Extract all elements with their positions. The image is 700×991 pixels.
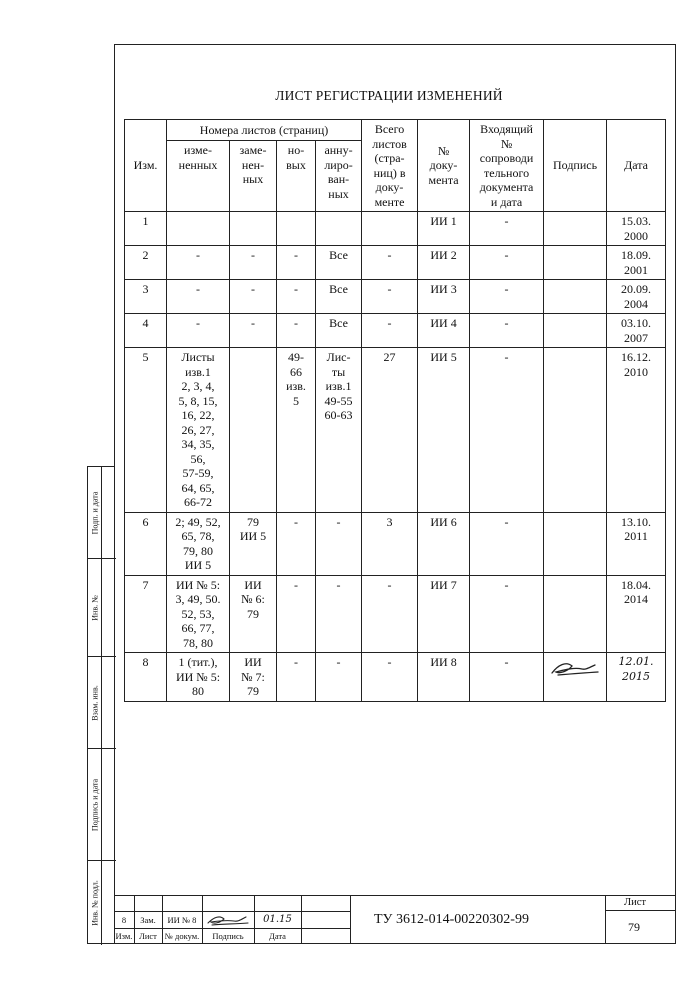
side-cell-podp-date bbox=[88, 467, 102, 559]
header-signature: Подпись bbox=[544, 120, 607, 212]
header-date: Дата bbox=[607, 120, 666, 212]
side-cell-vzam-inv bbox=[88, 657, 102, 749]
stamp-date-value: 01.15 bbox=[263, 914, 292, 925]
header-incoming: Входящий № сопроводи тельного документа и дата bbox=[470, 120, 544, 212]
side-label-podp-date: Подп. и дата bbox=[90, 491, 99, 534]
sheet-number: 79 bbox=[628, 920, 640, 934]
stamp-izm-label: Изм. bbox=[115, 931, 133, 941]
side-stamp bbox=[87, 466, 115, 944]
side-cell-inv-no bbox=[88, 559, 102, 657]
header-replaced: заме- нен- ных bbox=[230, 141, 277, 212]
table-row: 8 1 (тит.), ИИ № 5: 80 ИИ № 7: 79 - - - ИИ 8 - 12.01. 2015 bbox=[125, 653, 666, 702]
stamp-date-label: Дата bbox=[269, 931, 286, 941]
table-row: 2 - - - Все - ИИ 2 - 18.09. 2001 bbox=[125, 246, 666, 280]
side-cell-podpis-data bbox=[88, 749, 102, 861]
sheet-label: Лист bbox=[624, 897, 646, 908]
header-izm: Изм. bbox=[125, 120, 167, 212]
table-row: 5 Листы изв.1 2, 3, 4, 5, 8, 15, 16, 22, 26, 27, 34, 35, 56, 57-59, 64, 65, 66-72 49- 66 изв. 5 Лис- ты изв.1 49-55 60-63 27 ИИ 5 - 16.12. 2010 bbox=[125, 348, 666, 513]
header-changed: изме- ненных bbox=[167, 141, 230, 212]
header-new: но- вых bbox=[277, 141, 316, 212]
title-block bbox=[114, 895, 676, 944]
stamp-list-value: Зам. bbox=[140, 915, 156, 925]
stamp-signature bbox=[204, 912, 252, 933]
side-label-inv-podl: Инв. № подл. bbox=[90, 880, 99, 926]
side-label-inv-no: Инв. № bbox=[90, 594, 99, 621]
handwritten-signature bbox=[544, 653, 607, 702]
stamp-list-label: Лист bbox=[139, 931, 157, 941]
header-cancelled: анну- лиро- ван- ных bbox=[316, 141, 362, 212]
table-row: 6 2; 49, 52, 65, 78, 79, 80 ИИ 5 79 ИИ 5 - - 3 ИИ 6 - 13.10. 2011 bbox=[125, 512, 666, 575]
registration-table bbox=[124, 119, 666, 702]
stamp-sign-label: Подпись bbox=[212, 931, 244, 941]
signature-icon bbox=[204, 912, 252, 928]
side-label-vzam-inv: Взам. инв. bbox=[90, 684, 99, 721]
side-label-podpis-data: Подпись и дата bbox=[90, 778, 99, 831]
document-code: ТУ 3612-014-00220302-99 bbox=[374, 912, 529, 927]
side-cell-inv-podl bbox=[88, 861, 102, 945]
stamp-izm-value: 8 bbox=[121, 915, 127, 925]
stamp-doc-label: № докум. bbox=[164, 931, 200, 941]
header-total: Всего листов (стра- ниц) в доку- менте bbox=[362, 120, 418, 212]
table-row: 4 - - - Все - ИИ 4 - 03.10. 2007 bbox=[125, 314, 666, 348]
stamp-doc-value: ИИ № 8 bbox=[167, 915, 197, 925]
header-doc-no: № доку- мента bbox=[418, 120, 470, 212]
signature-icon bbox=[548, 657, 602, 679]
table-row: 1 ИИ 1 - 15.03. 2000 bbox=[125, 212, 666, 246]
header-sheets-group: Номера листов (страниц) bbox=[167, 120, 362, 141]
table-row: 7 ИИ № 5: 3, 49, 50. 52, 53, 66, 77, 78, 80 ИИ № 6: 79 - - - ИИ 7 - 18.04. 2014 bbox=[125, 575, 666, 653]
table-row: 3 - - - Все - ИИ 3 - 20.09. 2004 bbox=[125, 280, 666, 314]
page-title: ЛИСТ РЕГИСТРАЦИИ ИЗМЕНЕНИЙ bbox=[275, 88, 503, 103]
